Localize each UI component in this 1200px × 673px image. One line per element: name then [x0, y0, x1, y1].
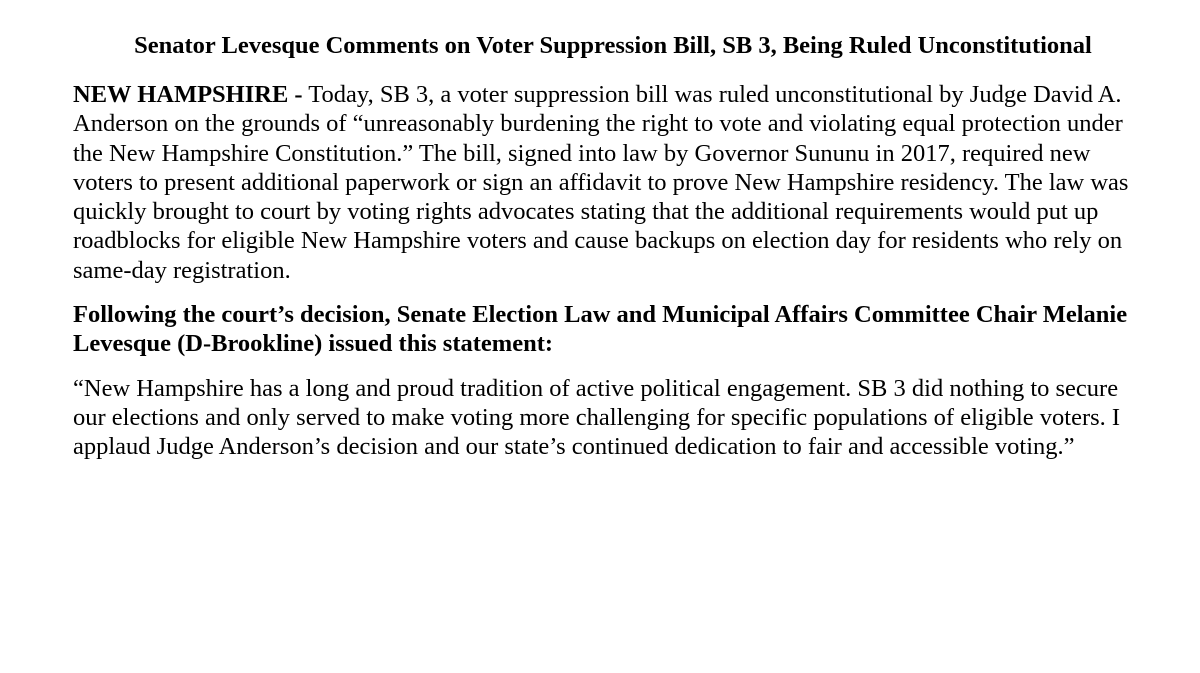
press-release-document [73, 30, 1153, 462]
intro-paragraph [73, 80, 1153, 285]
intro-paragraph-body: Today, SB 3, a voter suppression bill was ruled unconstitutional by Judge David A. Anderson on the grounds of “unreasonably burdening the right to vote and violating equal protection under the New Hampshire Constitution.” The bill, signed into law by Governor Sununu in 2017, required new voters to present additional paperwork or sign an affidavit to prove New Hampshire residency. The law was quickly brought to court by voting rights advocates stating that the additional requirements would put up roadblocks for eligible New Hampshire voters and cause backups on election day for residents who rely on same-day registration. [73, 81, 1129, 284]
dateline: NEW HAMPSHIRE - [73, 81, 303, 108]
document-title: Senator Levesque Comments on Voter Suppression Bill, SB 3, Being Ruled Unconstitutional [134, 32, 1092, 59]
quote-paragraph: “New Hampshire has a long and proud tradition of active political engagement. SB 3 did nothing to secure our elections and only served to make voting more challenging for specific populations of eligible voters. I applaud Judge Anderson’s decision and our state’s continued dedication to fair and accessible voting.” [73, 374, 1121, 461]
statement-intro-paragraph: Following the court’s decision, Senate Election Law and Municipal Affairs Committee Chair Melanie Levesque (D-Brookline) issued this statement: [73, 301, 1128, 358]
